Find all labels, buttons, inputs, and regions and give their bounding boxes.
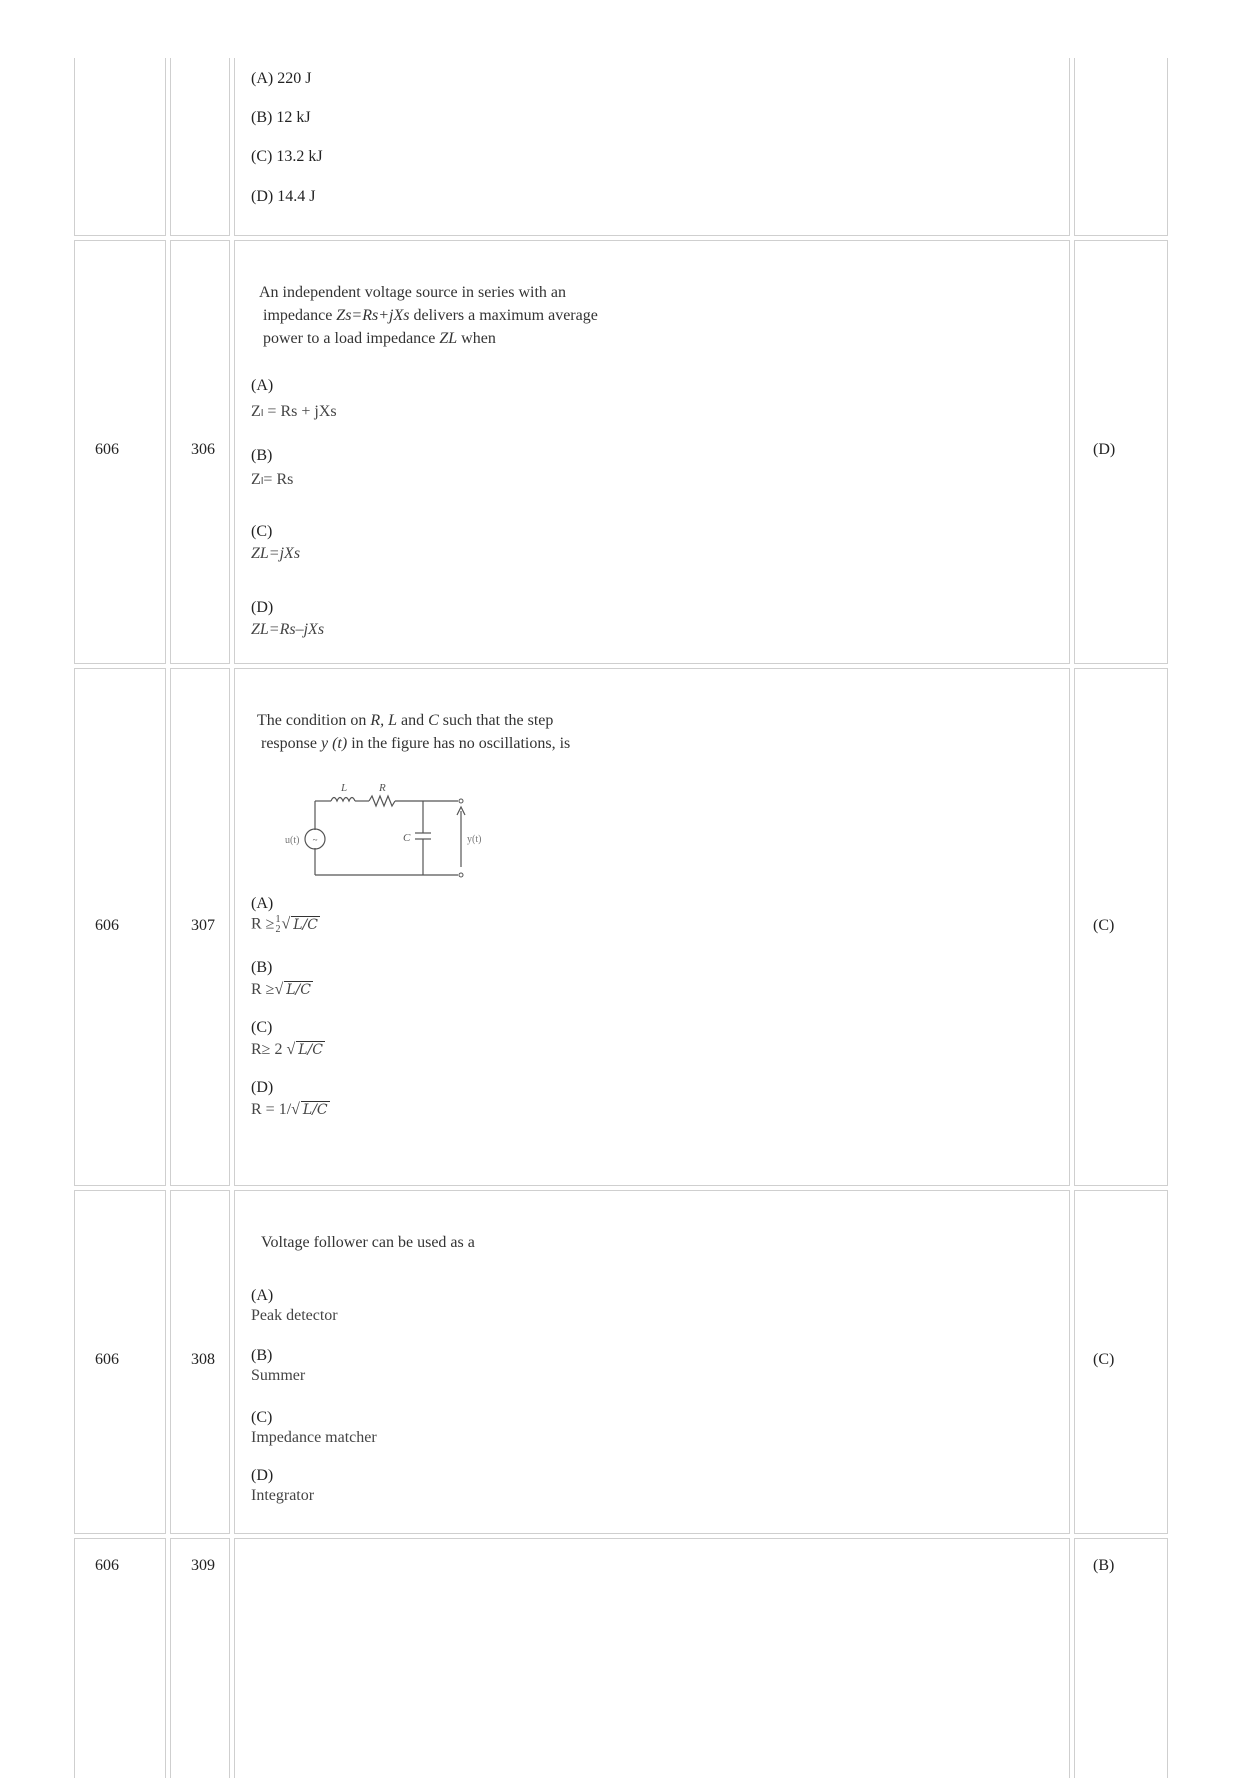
label-l: L [341, 782, 348, 794]
option-text: Zₗ= Rs [251, 471, 294, 488]
qno-cell [170, 58, 230, 236]
question-cell [234, 240, 1070, 664]
inductor-symbol [331, 798, 355, 802]
answer: (C) [1093, 917, 1115, 934]
answer-cell [1074, 1190, 1168, 1534]
option-b: (B) 12 kJ [251, 109, 311, 126]
subject-code: 606 [95, 917, 119, 934]
question-line: power to a load impedance ZL when [263, 330, 496, 347]
question-number: 306 [191, 441, 215, 458]
option-label: (A) [251, 1287, 274, 1304]
answer-cell [1074, 1538, 1168, 1778]
table-row [72, 58, 1172, 236]
option-c: (C) 13.2 kJ [251, 148, 323, 165]
option-text: R ≥ 1 2 √ L/C [251, 914, 318, 935]
label-r: R [379, 782, 386, 794]
option-label: (B) [251, 447, 273, 464]
option-label: (C) [251, 1409, 273, 1426]
question-text [259, 281, 598, 350]
question-text: Voltage follower can be used as a [261, 1234, 475, 1251]
question-cell [234, 58, 1070, 236]
label-output: y(t) [467, 834, 482, 845]
option-text: Integrator [251, 1487, 315, 1504]
answer-cell [1074, 240, 1168, 664]
option-text: ZL=jXs [251, 545, 301, 562]
question-line: An independent voltage source in series with an [259, 284, 567, 301]
qno-cell [170, 240, 230, 664]
option-a: (A) 220 J [251, 70, 312, 87]
option-label: (A) [251, 895, 274, 912]
subject-code: 606 [95, 441, 119, 458]
question-text [257, 709, 570, 755]
option-text: R≥ 2 √ L/C [251, 1041, 323, 1058]
question-number: 307 [191, 917, 215, 934]
resistor-symbol [369, 796, 395, 806]
option-text: Impedance matcher [251, 1429, 377, 1446]
subject-cell [74, 1538, 166, 1778]
option-label: (D) [251, 1467, 274, 1484]
option-label: (C) [251, 523, 273, 540]
table-row [72, 1190, 1172, 1534]
option-label: (A) [251, 377, 274, 394]
subject-cell [74, 240, 166, 664]
answer-cell [1074, 668, 1168, 1186]
qno-cell [170, 1190, 230, 1534]
qno-cell [170, 668, 230, 1186]
option-text: R ≥√ L/C [251, 981, 311, 998]
label-source: u(t) [285, 835, 300, 846]
subject-code: 606 [95, 1351, 119, 1368]
question-cell [234, 668, 1070, 1186]
option-label: (B) [251, 959, 273, 976]
table-row [72, 240, 1172, 664]
option-text: Peak detector [251, 1307, 338, 1324]
subject-cell [74, 668, 166, 1186]
label-c: C [403, 832, 411, 844]
option-label: (C) [251, 1019, 273, 1036]
answer: (C) [1093, 1351, 1115, 1368]
subject-cell [74, 1190, 166, 1534]
table-row [72, 668, 1172, 1186]
question-line: response y (t) in the figure has no oscillations, is [261, 735, 571, 752]
circuit-diagram [255, 779, 495, 899]
subject-cell [74, 58, 166, 236]
option-text: Summer [251, 1367, 306, 1384]
question-number: 309 [191, 1557, 215, 1574]
option-text: Zₗ = Rs + jXs [251, 403, 337, 420]
table-row [72, 1538, 1172, 1778]
answer: (B) [1093, 1557, 1115, 1574]
option-text: R = 1/√ L/C [251, 1101, 328, 1118]
answer-cell [1074, 58, 1168, 236]
option-d: (D) 14.4 J [251, 188, 316, 205]
option-text: ZL=Rs–jXs [251, 621, 325, 638]
question-cell [234, 1538, 1070, 1778]
option-label: (D) [251, 599, 274, 616]
svg-text:~: ~ [312, 835, 318, 845]
fraction: 1 2 [275, 914, 281, 935]
option-label: (D) [251, 1079, 274, 1096]
question-cell [234, 1190, 1070, 1534]
question-number: 308 [191, 1351, 215, 1368]
subject-code: 606 [95, 1557, 119, 1574]
question-line: impedance Zs=Rs+jXs delivers a maximum average [263, 307, 598, 324]
option-label: (B) [251, 1347, 273, 1364]
question-line: The condition on R, L and C such that the step [257, 712, 554, 729]
answer: (D) [1093, 441, 1116, 458]
qno-cell [170, 1538, 230, 1778]
